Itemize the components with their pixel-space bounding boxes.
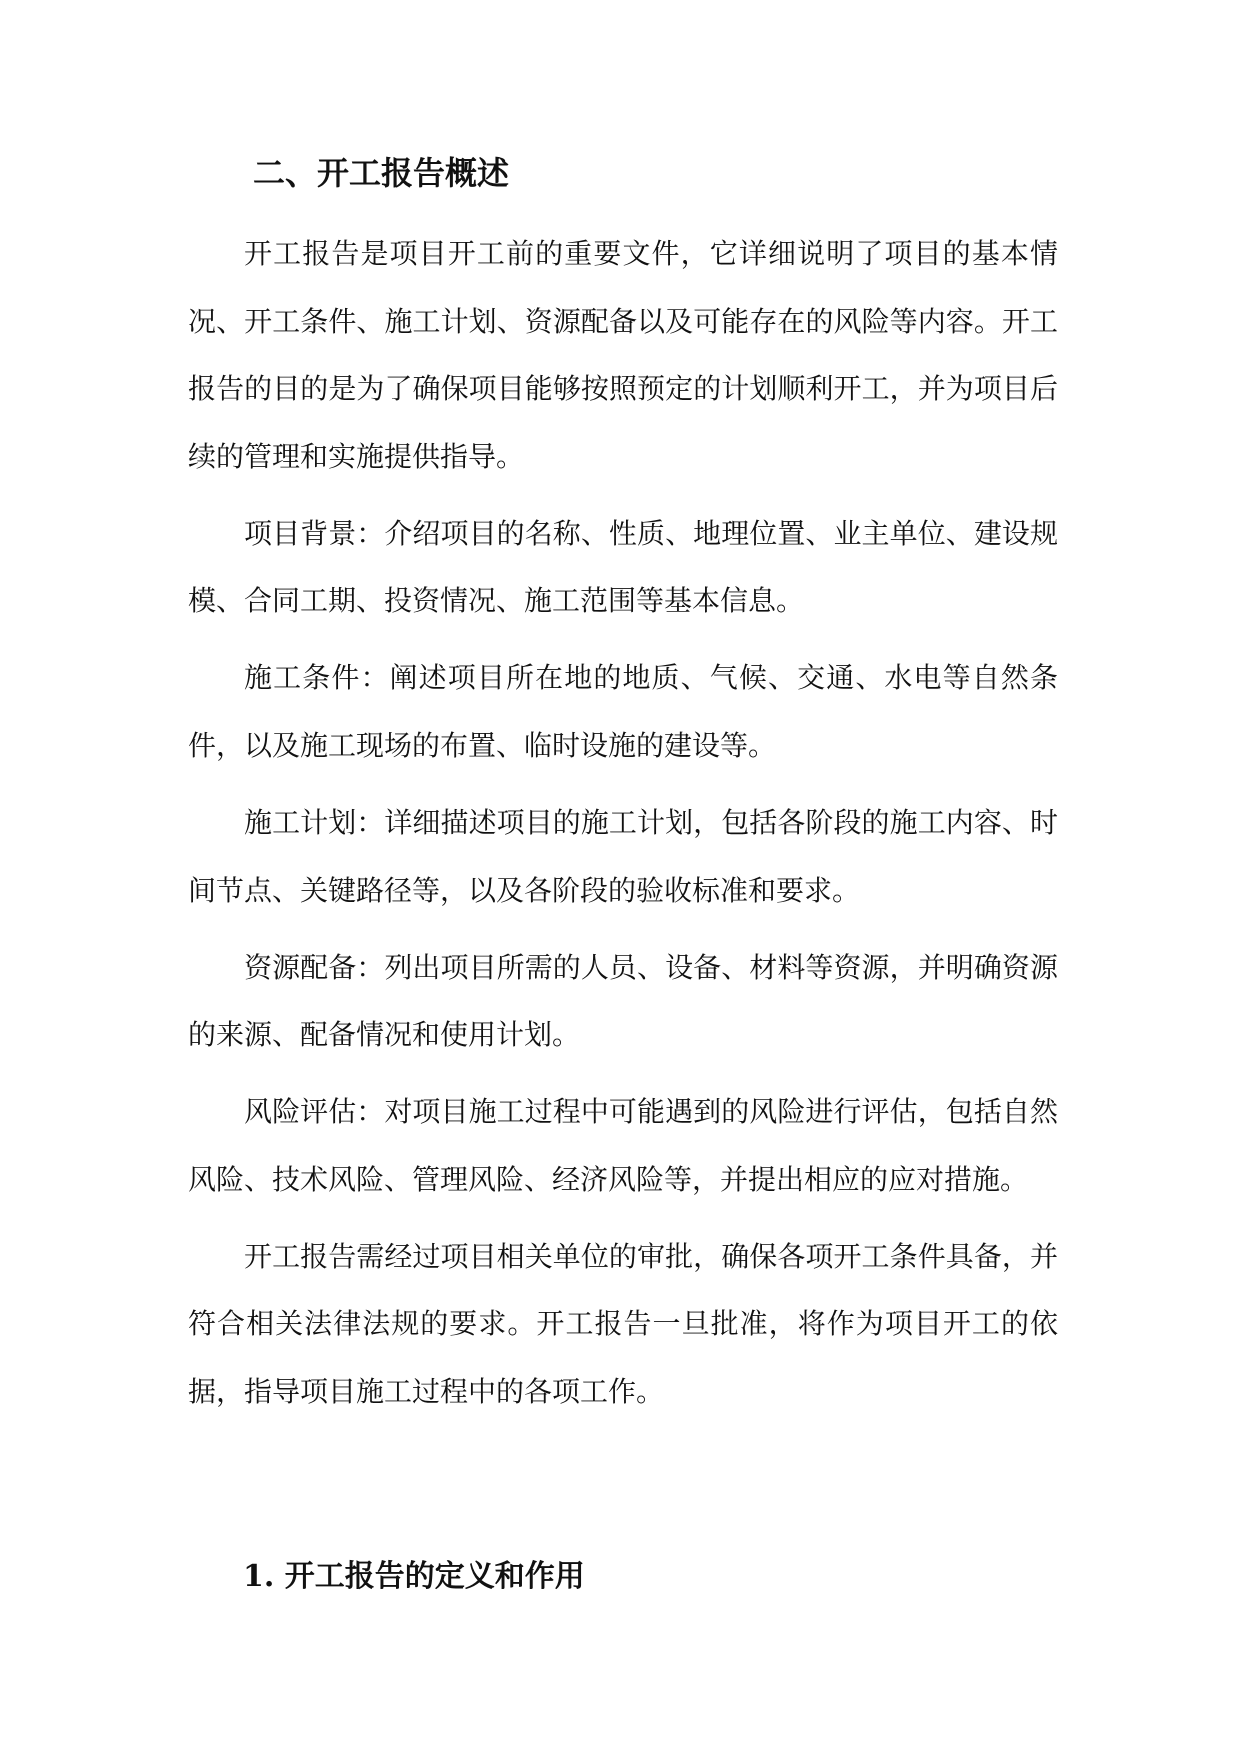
body-text — [188, 220, 1058, 1435]
paragraph-project-background: 项目背景：介绍项目的名称、性质、地理位置、业主单位、建设规模、合同工期、投资情况、施工范围等基本信息。 — [188, 516, 1058, 618]
paragraph-risk-assessment: 风险评估：对项目施工过程中可能遇到的风险进行评估，包括自然风险、技术风险、管理风险、经济风险等，并提出相应的应对措施。 — [188, 1095, 1058, 1196]
subsection-heading: 1. 开工报告的定义和作用 — [243, 1559, 585, 1594]
paragraph-overview: 开工报告是项目开工前的重要文件，它详细说明了项目的基本情况、开工条件、施工计划、资源配备以及可能存在的风险等内容。开工报告的目的是为了确保项目能够按照预定的计划顺利开工，并为项目后续的管理和实施提供指导。 — [188, 237, 1058, 473]
paragraph-construction-plan: 施工计划：详细描述项目的施工计划，包括各阶段的施工内容、时间节点、关键路径等，以及各阶段的验收标准和要求。 — [188, 805, 1058, 907]
paragraph-construction-conditions: 施工条件：阐述项目所在地的地质、气候、交通、水电等自然条件，以及施工现场的布置、临时设施的建设等。 — [188, 661, 1058, 762]
paragraph-resource-allocation: 资源配备：列出项目所需的人员、设备、材料等资源，并明确资源的来源、配备情况和使用计划。 — [188, 950, 1058, 1052]
paragraph-approval: 开工报告需经过项目相关单位的审批，确保各项开工条件具备，并符合相关法律法规的要求。开工报告一旦批准，将作为项目开工的依据，指导项目施工过程中的各项工作。 — [188, 1239, 1058, 1408]
section-heading: 二、开工报告概述 — [253, 154, 510, 192]
